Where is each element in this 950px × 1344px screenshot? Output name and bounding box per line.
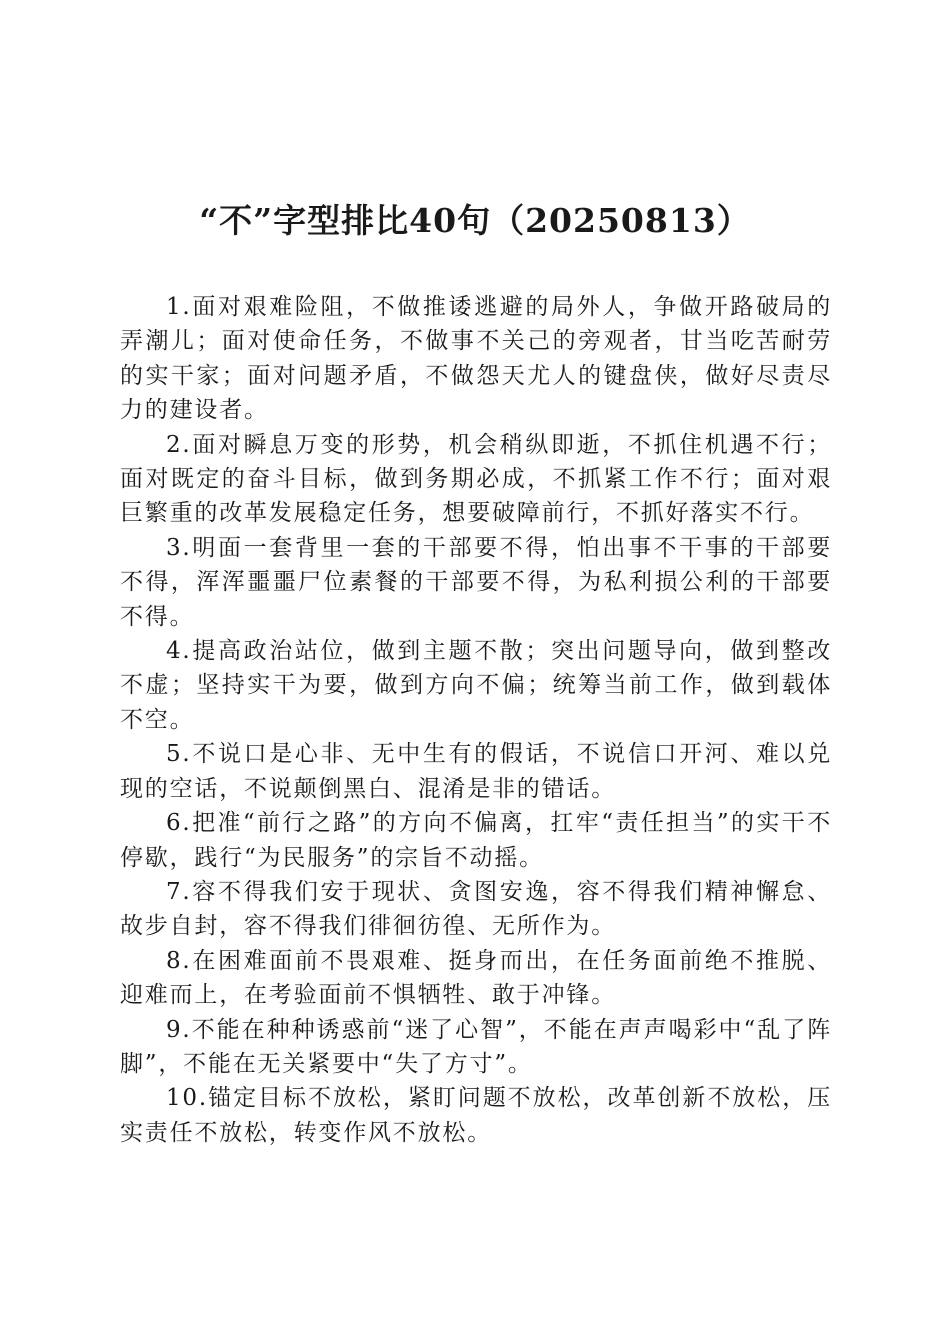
paragraph: 6.把准“前行之路”的方向不偏离，扛牢“责任担当”的实干不停歇，践行“为民服务”的宗旨不动摇。 (120, 810, 832, 871)
document-body (120, 290, 832, 1150)
paragraph: 8.在困难面前不畏艰难、挺身而出，在任务面前绝不推脱、迎难而上，在考验面前不惧牺牲、敢于冲锋。 (120, 947, 832, 1009)
paragraph: 1.面对艰难险阻，不做推诿逃避的局外人，争做开路破局的弄潮儿；面对使命任务，不做事不关己的旁观者，甘当吃苦耐劳的实干家；面对问题矛盾，不做怨天尤人的键盘侠，做好尽责尽力的建设者。 (120, 294, 832, 424)
paragraph: 3.明面一套背里一套的干部要不得，怕出事不干事的干部要不得，浑浑噩噩尸位素餐的干部要不得，为私利损公利的干部要不得。 (120, 534, 832, 630)
paragraph: 7.容不得我们安于现状、贪图安逸，容不得我们精神懈怠、故步自封，容不得我们徘徊彷徨、无所作为。 (120, 878, 832, 940)
document-title: “不”字型排比40句（20250813） (199, 201, 751, 240)
paragraph: 9.不能在种种诱惑前“迷了心智”，不能在声声喝彩中“乱了阵脚”，不能在无关紧要中“失了方寸”。 (120, 1016, 832, 1077)
paragraph: 5.不说口是心非、无中生有的假话，不说信口开河、难以兑现的空话，不说颠倒黑白、混淆是非的错话。 (120, 741, 832, 802)
paragraph: 2.面对瞬息万变的形势，机会稍纵即逝，不抓住机遇不行；面对既定的奋斗目标，做到务期必成，不抓紧工作不行；面对艰巨繁重的改革发展稳定任务，想要破障前行，不抓好落实不行。 (120, 431, 832, 527)
paragraph: 4.提高政治站位，做到主题不散；突出问题导向，做到整改不虚；坚持实干为要，做到方向不偏；统筹当前工作，做到载体不空。 (120, 638, 832, 733)
paragraph: 10.锚定目标不放松，紧盯问题不放松，改革创新不放松，压实责任不放松，转变作风不放松。 (120, 1085, 832, 1146)
